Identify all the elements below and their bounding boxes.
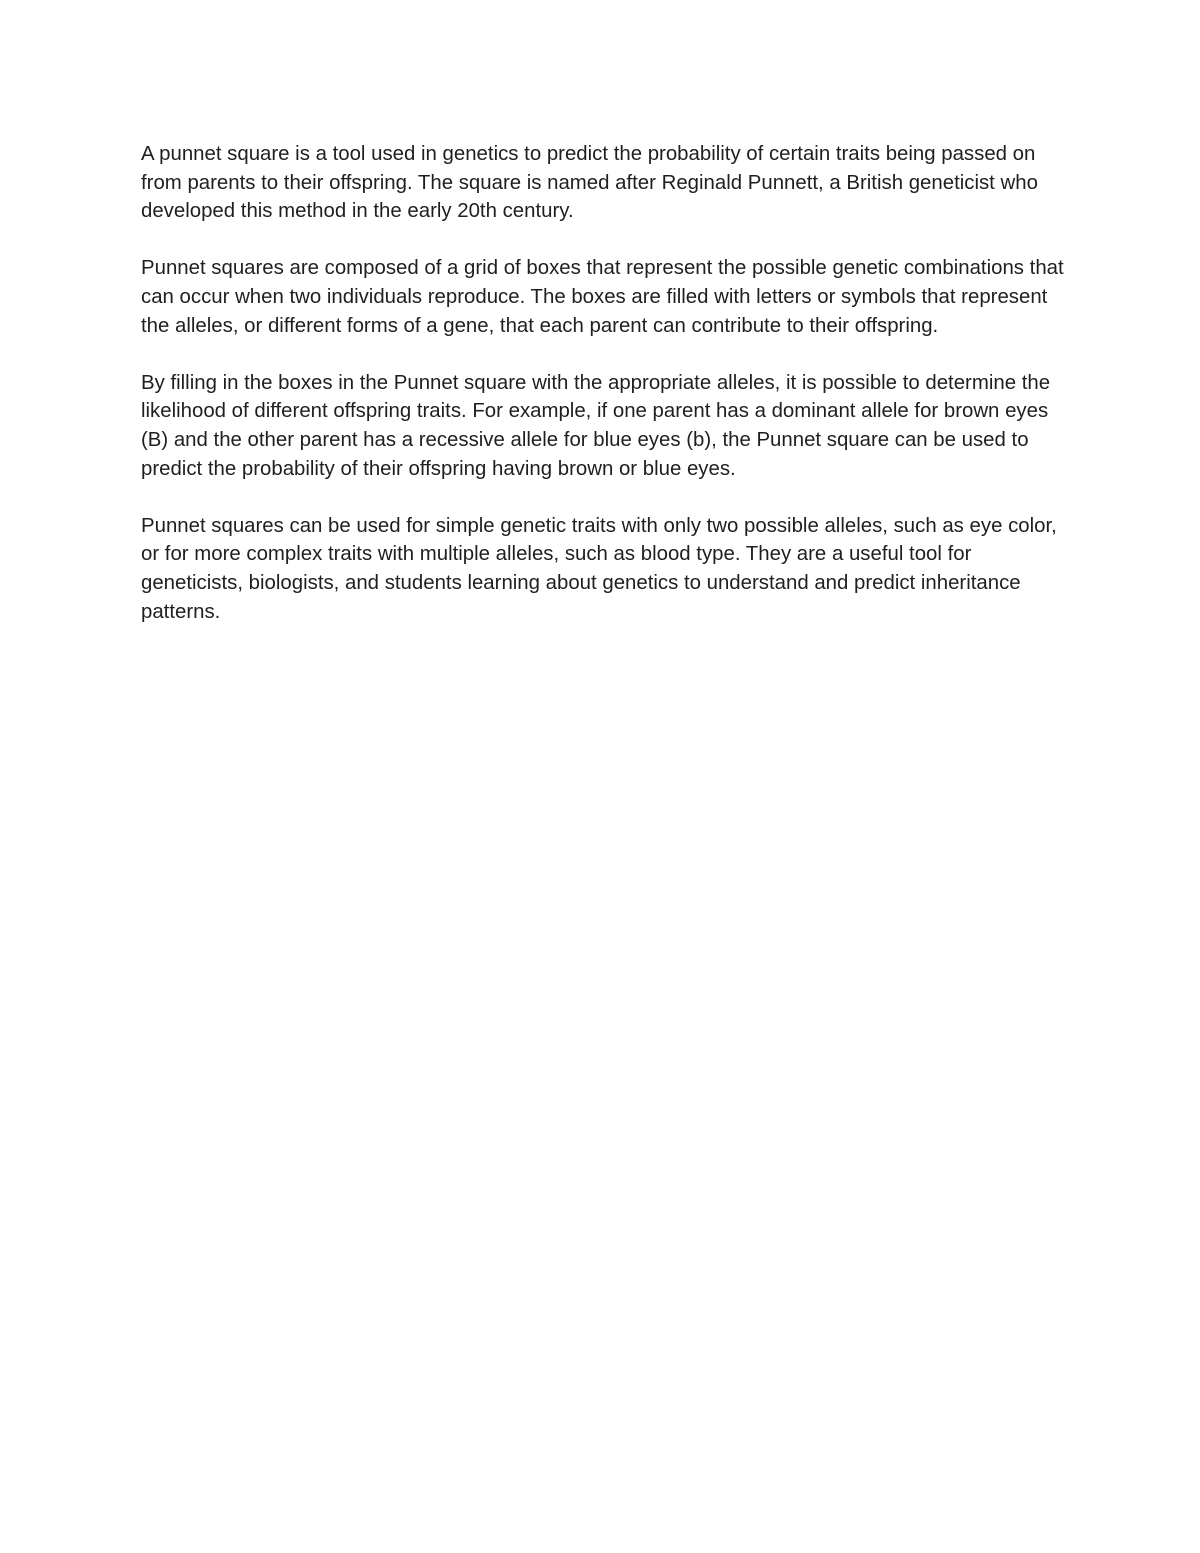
- paragraph-3: By filling in the boxes in the Punnet square with the appropriate alleles, it is possible to determine the likelihood of different offspring traits. For example, if one parent has a dominant allele for brown eyes (B) and the other parent has a recessive allele for blue eyes (b), the Punnet square can be used to predict the probability of their offspring having brown or blue eyes.: [141, 371, 1051, 480]
- paragraph-4: Punnet squares can be used for simple genetic traits with only two possible alleles, such as eye color, or for more complex traits with multiple alleles, such as blood type. They are a useful tool for geneticists, biologists, and students learning about genetics to understand and predict inheritance patterns.: [141, 514, 1057, 623]
- paragraph-1: A punnet square is a tool used in genetics to predict the probability of certain traits being passed on from parents to their offspring. The square is named after Reginald Punnett, a British geneticist who developed this method in the early 20th century.: [141, 143, 1038, 223]
- document-body: [141, 140, 1066, 626]
- paragraph-2: Punnet squares are composed of a grid of boxes that represent the possible genetic combinations that can occur when two individuals reproduce. The boxes are filled with letters or symbols that represent the alleles, or different forms of a gene, that each parent can contribute to their offspring.: [141, 257, 1064, 337]
